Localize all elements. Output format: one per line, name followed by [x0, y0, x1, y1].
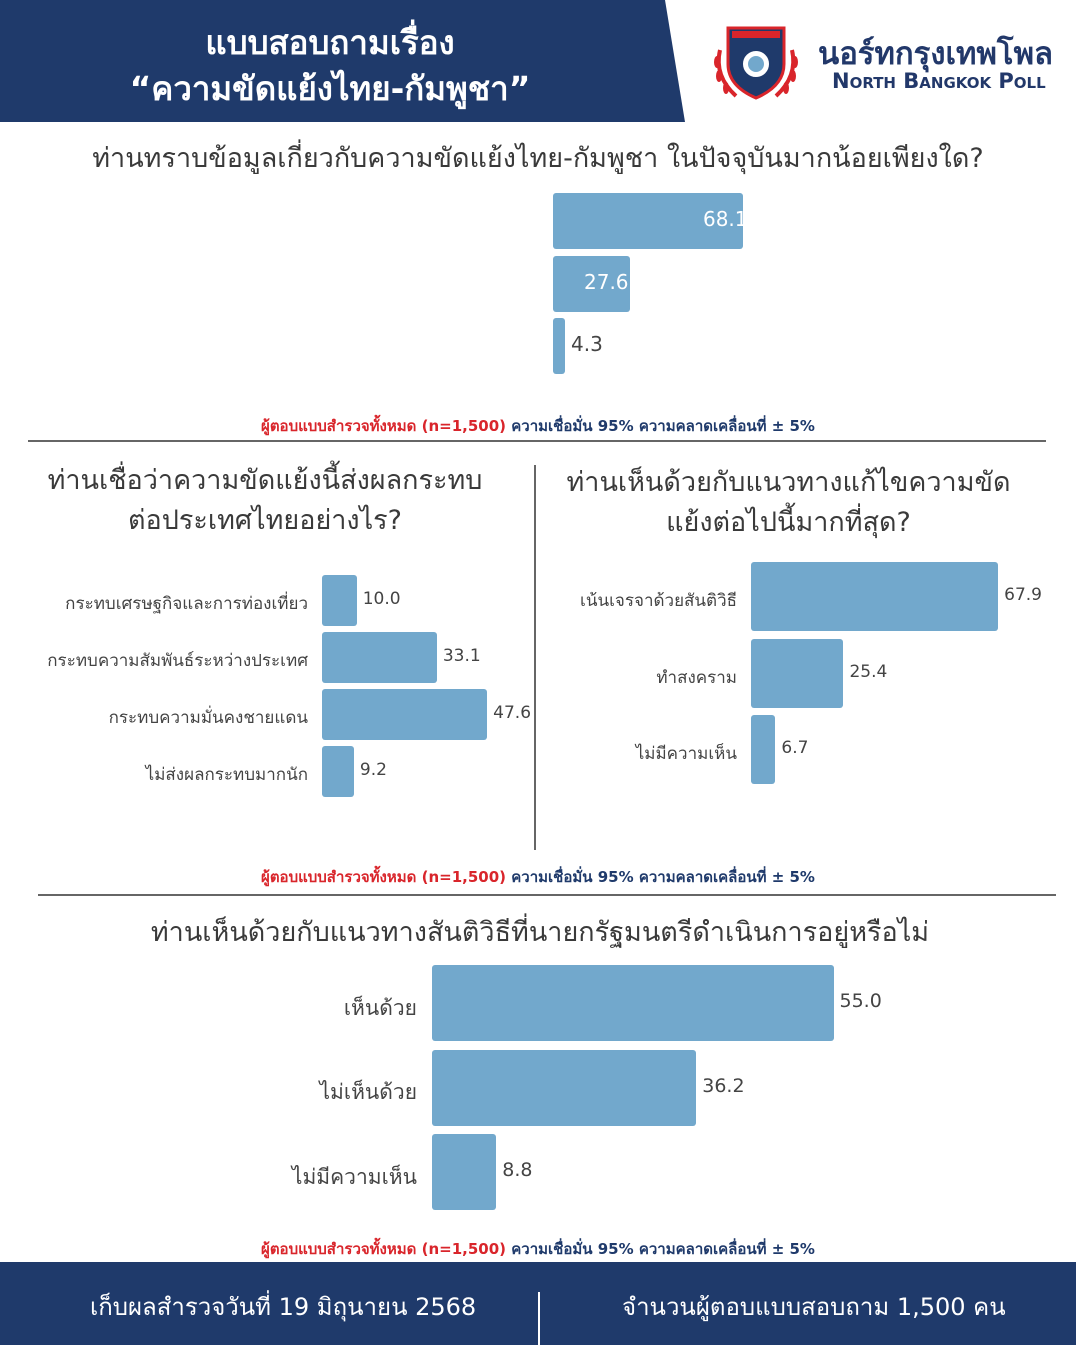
footer-band	[0, 1262, 1076, 1345]
respondents-note: ผู้ตอบแบบสำรวจทั้งหมด (n=1,500)	[261, 1240, 507, 1258]
footer-survey-date: เก็บผลสำรวจวันที่ 19 มิถุนายน 2568	[90, 1293, 477, 1321]
chart2-label: กระทบความมั่นคงชายแดน	[108, 708, 308, 728]
chart2-value-label: 10.0	[362, 588, 401, 609]
chart3-value-label: 67.9	[1004, 584, 1042, 605]
confidence-note: ความเชื่อมั่น 95% ความคลาดเคลื่อนที่ ± 5%	[511, 868, 815, 886]
chart1-value-label: 27.6	[584, 270, 629, 294]
column-divider	[534, 465, 536, 850]
chart2-question-line2: ต่อประเทศไทยอย่างไร?	[127, 505, 403, 536]
chart1-value-label: 4.3	[570, 332, 603, 356]
university-shield-emblem-icon	[706, 20, 806, 104]
chart3-label: ทำสงคราม	[656, 668, 737, 688]
chart2-value-label: 47.6	[493, 702, 532, 723]
chart4-bar	[432, 1050, 696, 1126]
chart4-bar	[432, 965, 834, 1041]
chart4-value-label: 36.2	[702, 1074, 745, 1097]
section-divider	[38, 894, 1056, 896]
chart2-bar	[322, 575, 357, 626]
chart2-bar	[322, 632, 437, 683]
chart2-value-label: 9.2	[359, 759, 387, 780]
section-divider	[28, 440, 1046, 442]
chart4-bar	[432, 1134, 496, 1210]
chart1-value-label: 68.1	[702, 207, 748, 231]
chart2-bar	[322, 746, 354, 797]
chart3-bar	[751, 715, 775, 784]
chart3-bar	[751, 639, 843, 708]
footer-respondent-count: จำนวนผู้ตอบแบบสอบถาม 1,500 คน	[622, 1293, 1006, 1321]
chart4-value-label: 55.0	[839, 989, 882, 1012]
header-title-line2: “ความขัดแย้งไทย-กัมพูชา”	[129, 69, 531, 108]
chart4-value-label: 8.8	[502, 1158, 533, 1181]
footer-divider	[538, 1292, 540, 1345]
chart2-label: กระทบความสัมพันธ์ระหว่างประเทศ	[47, 651, 308, 671]
chart3-question-line2: แย้งต่อไปนี้มากที่สุด?	[666, 507, 911, 538]
confidence-note: ความเชื่อมั่น 95% ความคลาดเคลื่อนที่ ± 5%	[511, 417, 815, 435]
confidence-note: ความเชื่อมั่น 95% ความคลาดเคลื่อนที่ ± 5%	[511, 1240, 815, 1258]
brand-name-thai: นอร์ทกรุงเทพโพล	[818, 36, 1053, 72]
chart3-label: เน้นเจรจาด้วยสันติวิธี	[580, 591, 737, 611]
chart2-bar	[322, 689, 487, 740]
chart2-label: ไม่ส่งผลกระทบมากนัก	[145, 765, 308, 785]
chart1-bar	[553, 318, 565, 374]
respondents-note: ผู้ตอบแบบสำรวจทั้งหมด (n=1,500)	[261, 417, 507, 435]
chart3-label: ไม่มีความเห็น	[635, 744, 737, 764]
chart4-label: ไม่เห็นด้วย	[319, 1080, 417, 1104]
chart3-bar	[751, 562, 998, 631]
respondents-note: ผู้ตอบแบบสำรวจทั้งหมด (n=1,500)	[261, 868, 507, 886]
chart1-question: ท่านทราบข้อมูลเกี่ยวกับความขัดแย้งไทย-กัมพูชา ในปัจจุบันมากน้อยเพียงใด?	[92, 143, 984, 174]
chart3-value-label: 6.7	[781, 737, 809, 758]
chart3-question-line1: ท่านเห็นด้วยกับแนวทางแก้ไขความขัด	[566, 467, 1011, 498]
chart4-question: ท่านเห็นด้วยกับแนวทางสันติวิธีที่นายกรัฐมนตรีดำเนินการอยู่หรือไม่	[150, 917, 930, 948]
chart4-label: ไม่มีความเห็น	[291, 1165, 417, 1189]
header-title-line1: แบบสอบถามเรื่อง	[205, 23, 455, 62]
chart4-label: เห็นด้วย	[343, 996, 417, 1020]
sample-note-1	[0, 414, 1076, 438]
chart3-value-label: 25.4	[849, 661, 888, 682]
sample-note-2	[0, 865, 1076, 889]
chart2-value-label: 33.1	[442, 645, 481, 666]
chart2-question-line1: ท่านเชื่อว่าความขัดแย้งนี้ส่งผลกระทบ	[47, 465, 483, 496]
chart2-label: กระทบเศรษฐกิจและการท่องเที่ยว	[65, 594, 308, 614]
sample-note-3	[0, 1237, 1076, 1261]
brand-name-english: North Bangkok Poll	[832, 69, 1046, 93]
